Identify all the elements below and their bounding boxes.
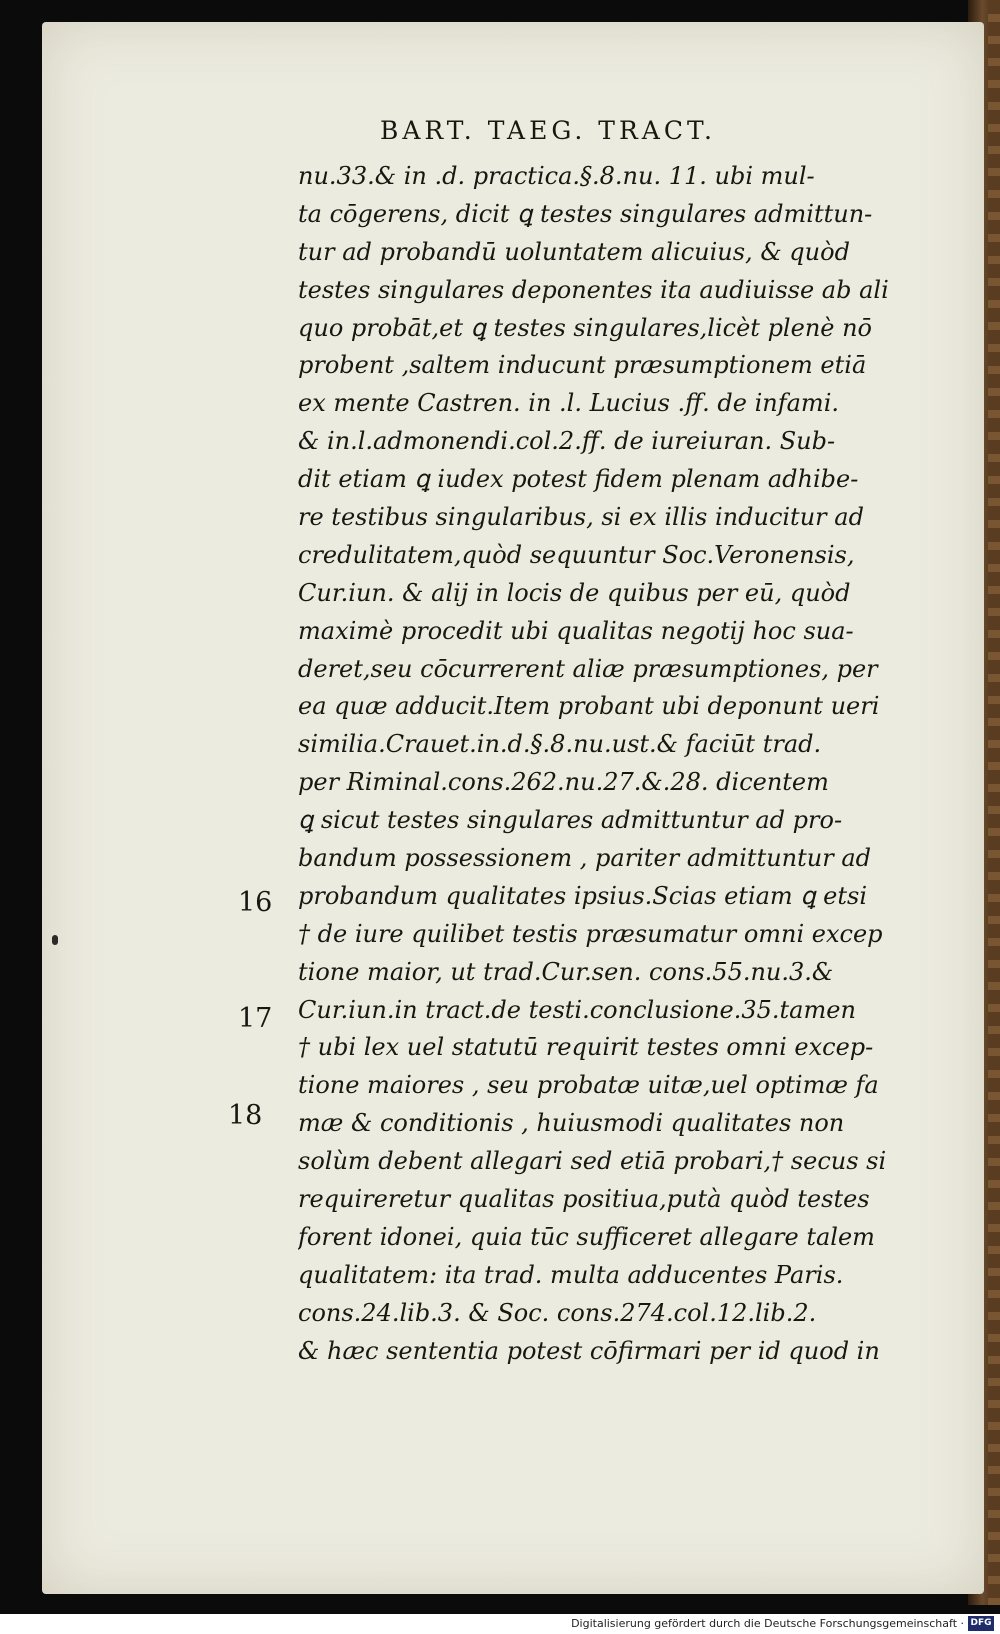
running-head: BART. TAEG. TRACT. [380, 116, 716, 145]
text-line: tur ad probandū uoluntatem alicuius, & quòd [298, 237, 850, 266]
text-line: Cur.iun.in tract.de testi.conclusione.35.tamen [298, 995, 856, 1024]
text-line: ex mente Castren. in .l. Lucius .ff. de infami. [298, 389, 839, 418]
text-line: solùm debent allegari sed etiā probari,† secus si [298, 1147, 887, 1176]
text-line: cons.24.lib.3. & Soc. cons.274.col.12.lib.2. [298, 1298, 817, 1327]
text-line: forent idonei, quia tūc sufficeret allegare talem [298, 1222, 875, 1251]
margin-number-18: 18 [228, 1100, 263, 1131]
text-line: testes singulares deponentes ita audiuisse ab ali [298, 275, 889, 304]
ink-smudge [52, 935, 58, 945]
text-line: & in.l.admonendi.col.2.ff. de iureiuran. Sub- [298, 427, 836, 456]
text-line: ea quæ adducit.Item probant ubi deponunt ueri [298, 692, 880, 721]
book-spine-edge [988, 0, 1000, 1605]
text-line: deret,seu cōcurrerent aliæ præsumptiones, per [298, 654, 878, 683]
text-line: bandum possessionem , pariter admittuntur ad [298, 844, 871, 873]
text-line: maximè procedit ubi qualitas negotij hoc sua- [298, 616, 854, 645]
footer-credit: Digitalisierung gefördert durch die Deutsche Forschungsgemeinschaft · [571, 1617, 964, 1630]
text-line: ꝗ sicut testes singulares admittuntur ad pro- [298, 806, 843, 835]
margin-number-16: 16 [238, 887, 273, 918]
text-line: † ubi lex uel statutū requirit testes omni excep- [298, 1033, 874, 1062]
text-line: qualitatem: ita trad. multa adducentes Paris. [298, 1260, 844, 1289]
text-line: credulitatem,quòd sequuntur Soc.Veronensis, [298, 540, 855, 569]
text-line: requireretur qualitas positiua,putà quòd testes [298, 1185, 870, 1214]
text-line: per Riminal.cons.262.nu.27.&.28. dicentem [298, 768, 829, 797]
text-line: † de iure quilibet testis præsumatur omni excep [298, 919, 883, 948]
text-line: tione maior, ut trad.Cur.sen. cons.55.nu.3.& [298, 957, 834, 986]
text-line: dit etiam ꝗ iudex potest fidem plenam adhibe- [298, 465, 859, 494]
body-text [298, 158, 910, 1371]
text-line: Cur.iun. & alij in locis de quibus per eū, quòd [298, 578, 851, 607]
text-line: mæ & conditionis , huiusmodi qualitates non [298, 1109, 845, 1138]
text-line: nu.33.& in .d. practica.§.8.nu. 11. ubi mul- [298, 162, 815, 190]
text-line: probandum qualitates ipsius.Scias etiam ꝗ etsi [298, 881, 868, 910]
text-line: ta cōgerens, dicit ꝗ testes singulares admittun- [298, 199, 873, 228]
text-line: tione maiores , seu probatæ uitæ,uel optimæ fa [298, 1071, 879, 1100]
dfg-logo: DFG [968, 1616, 994, 1631]
text-line: quo probāt,et ꝗ testes singulares,licèt plenè nō [298, 313, 873, 342]
text-line: re testibus singularibus, si ex illis inducitur ad [298, 503, 864, 532]
text-line: similia.Crauet.in.d.§.8.nu.ust.& faciūt trad. [298, 730, 822, 759]
margin-number-17: 17 [238, 1003, 273, 1034]
text-line: & hæc sententia potest cōfirmari per id quod in [298, 1336, 880, 1365]
text-line: probent ,saltem inducunt præsumptionem etiā [298, 351, 867, 380]
